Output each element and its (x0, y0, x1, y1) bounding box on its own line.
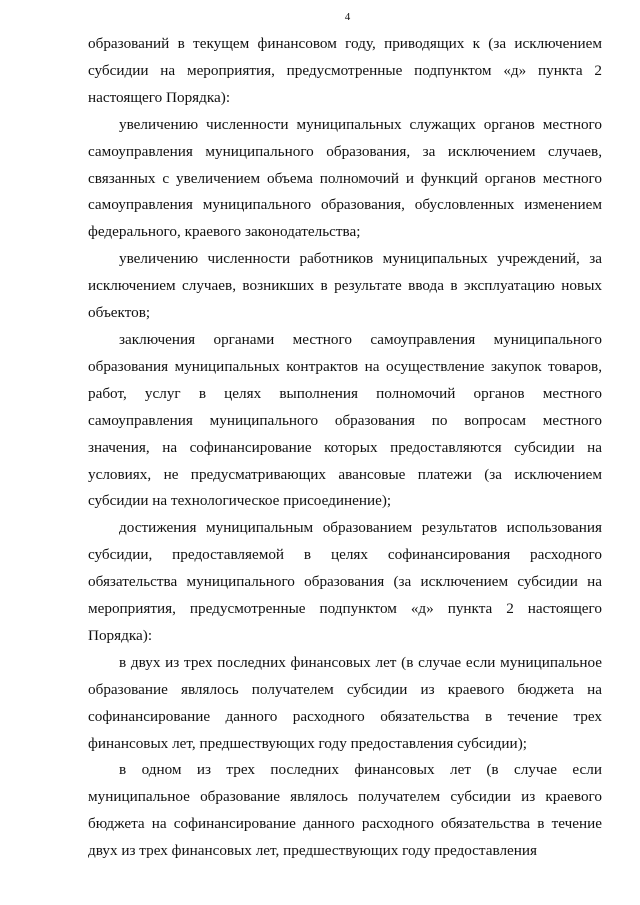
paragraph-two-of-three-years: в двух из трех последних финансовых лет (в случае если муниципальное образование являлось получателем субсидии из краевого бюджета на софинансирование данного расходного обязательства в течение трех финансовых лет, предшествующих году предоставления субсидии); (88, 653, 602, 752)
paragraph-results-achievement: достижения муниципальным образованием результатов использования субсидии, предоставляемой в целях софинансирования расходного обязательства муниципального образования (за исключением субсидии на мероприятия, предусмотренные подпунктом «д» пункта 2 настоящего Порядка): (88, 519, 602, 644)
paragraph-institution-workers: увеличению численности работников муниципальных учреждений, за исключением случаев, возникших в результате ввода в эксплуатацию новых объектов; (88, 250, 602, 322)
paragraph-continuation: образований в текущем финансовом году, приводящих к (за исключением субсидии на мероприятия, предусмотренные подпунктом «д» пункта 2 настоящего Порядка): (88, 35, 602, 106)
paragraph-municipal-employees: увеличению численности муниципальных служащих органов местного самоуправления муниципального образования, за исключением случаев, связанных с увеличением объема полномочий и функций органов местного самоуправления муниципального образования, обусловленных изменением федерального, краевого законодательства; (88, 115, 602, 241)
document-body (88, 31, 602, 865)
paragraph-one-of-three-years: в одном из трех последних финансовых лет (в случае если муниципальное образование являлось получателем субсидии из краевого бюджета на софинансирование данного расходного обязательства в течение двух из трех финансовых лет, предшествующих году предоставления (88, 761, 602, 860)
paragraph-municipal-contracts: заключения органами местного самоуправления муниципального образования муниципальных контрактов на осуществление закупок товаров, работ, услуг в целях выполнения полномочий органов местного самоуправления муниципального образования по вопросам местного значения, на софинансирование которых предоставляются субсидии на условиях, не предусматривающих авансовые платежи (за исключением субсидии на технологическое присоединение); (88, 330, 602, 510)
page-number: 4 (344, 11, 351, 23)
